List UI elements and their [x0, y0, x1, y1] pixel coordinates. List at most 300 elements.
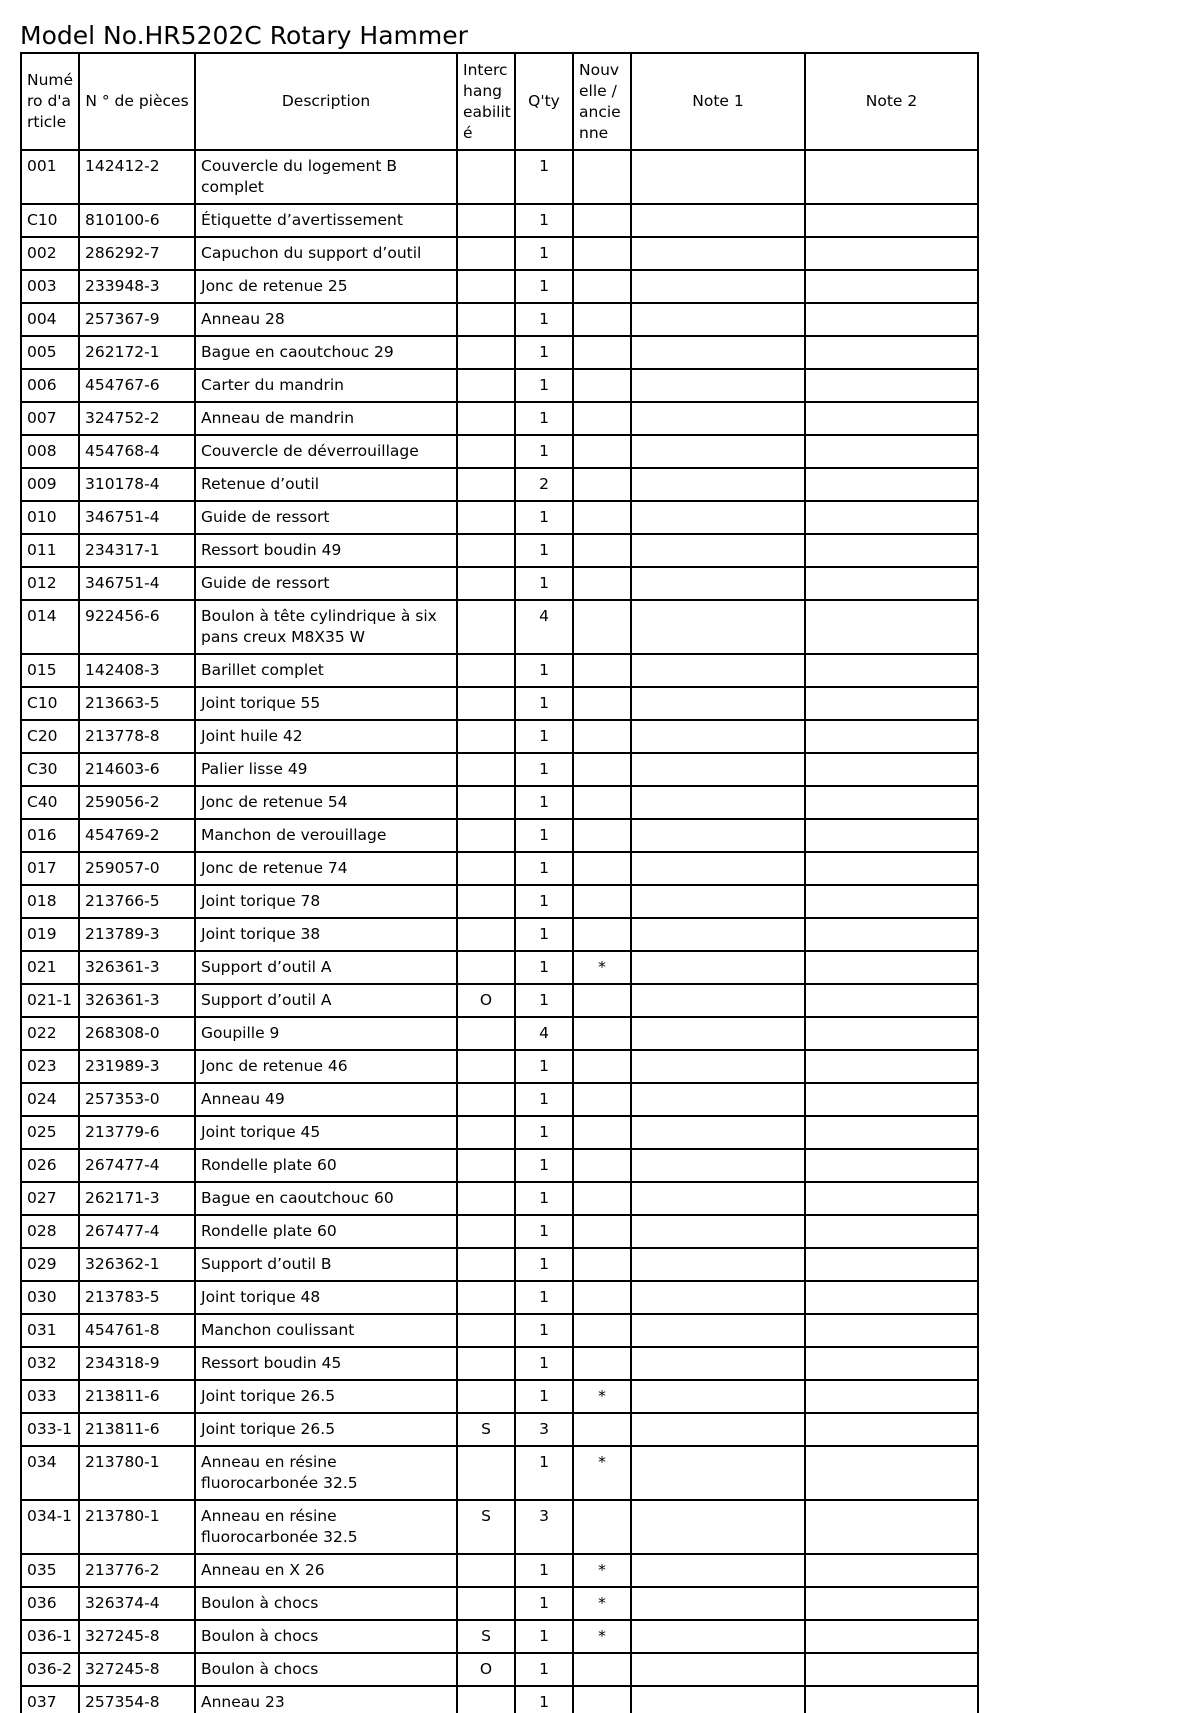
part-number-cell: 346751-4 [79, 501, 195, 534]
new-old-cell [573, 1248, 631, 1281]
quantity-cell: 1 [515, 1314, 573, 1347]
note-2-cell [805, 753, 978, 786]
table-row [21, 1182, 978, 1215]
item-number-cell: 002 [21, 237, 79, 270]
part-number-cell: 454769-2 [79, 819, 195, 852]
note-1-cell [631, 1050, 805, 1083]
table-row [21, 852, 978, 885]
part-number-cell: 327245-8 [79, 1620, 195, 1653]
description-cell: Rondelle plate 60 [195, 1149, 457, 1182]
part-number-cell: 326361-3 [79, 984, 195, 1017]
interchangeability-cell [457, 369, 515, 402]
new-old-cell: * [573, 1554, 631, 1587]
part-number-cell: 326362-1 [79, 1248, 195, 1281]
description-cell: Joint torique 38 [195, 918, 457, 951]
note-2-cell [805, 1215, 978, 1248]
table-row [21, 402, 978, 435]
note-1-cell [631, 1587, 805, 1620]
description-cell: Joint torique 26.5 [195, 1380, 457, 1413]
new-old-cell [573, 1050, 631, 1083]
table-row [21, 984, 978, 1017]
table-row [21, 336, 978, 369]
item-number-cell: 025 [21, 1116, 79, 1149]
note-2-cell [805, 1314, 978, 1347]
note-2-cell [805, 852, 978, 885]
note-1-cell [631, 303, 805, 336]
part-number-cell: 346751-4 [79, 567, 195, 600]
new-old-cell [573, 204, 631, 237]
item-number-cell: 003 [21, 270, 79, 303]
new-old-cell [573, 1314, 631, 1347]
header-part-number: N ° de pièces [79, 53, 195, 150]
note-2-cell [805, 1347, 978, 1380]
item-number-cell: 035 [21, 1554, 79, 1587]
note-2-cell [805, 567, 978, 600]
note-2-cell [805, 1554, 978, 1587]
part-number-cell: 259057-0 [79, 852, 195, 885]
note-2-cell [805, 1380, 978, 1413]
table-row [21, 303, 978, 336]
item-number-cell: 001 [21, 150, 79, 204]
part-number-cell: 326361-3 [79, 951, 195, 984]
note-1-cell [631, 720, 805, 753]
part-number-cell: 213780-1 [79, 1446, 195, 1500]
part-number-cell: 142408-3 [79, 654, 195, 687]
description-cell: Boulon à chocs [195, 1587, 457, 1620]
description-cell: Joint torique 45 [195, 1116, 457, 1149]
interchangeability-cell [457, 534, 515, 567]
table-row [21, 1149, 978, 1182]
table-row [21, 1281, 978, 1314]
note-2-cell [805, 435, 978, 468]
note-2-cell [805, 150, 978, 204]
quantity-cell: 4 [515, 1017, 573, 1050]
interchangeability-cell [457, 435, 515, 468]
header-item-number: Numé ro d'a rticle [21, 53, 79, 150]
item-number-cell: 014 [21, 600, 79, 654]
interchangeability-cell [457, 885, 515, 918]
table-row [21, 204, 978, 237]
table-row [21, 819, 978, 852]
table-row [21, 1314, 978, 1347]
interchangeability-cell: O [457, 984, 515, 1017]
quantity-cell: 1 [515, 918, 573, 951]
table-row [21, 501, 978, 534]
description-cell: Boulon à chocs [195, 1653, 457, 1686]
new-old-cell [573, 1686, 631, 1713]
note-1-cell [631, 1380, 805, 1413]
note-1-cell [631, 687, 805, 720]
interchangeability-cell [457, 1587, 515, 1620]
note-1-cell [631, 1347, 805, 1380]
table-row [21, 951, 978, 984]
new-old-cell [573, 918, 631, 951]
description-cell: Support d’outil A [195, 951, 457, 984]
item-number-cell: 011 [21, 534, 79, 567]
new-old-cell [573, 369, 631, 402]
part-number-cell: 257354-8 [79, 1686, 195, 1713]
part-number-cell: 234317-1 [79, 534, 195, 567]
note-1-cell [631, 270, 805, 303]
header-new-old: Nouv elle / ancie nne [573, 53, 631, 150]
new-old-cell: * [573, 951, 631, 984]
note-2-cell [805, 786, 978, 819]
new-old-cell [573, 786, 631, 819]
part-number-cell: 213663-5 [79, 687, 195, 720]
item-number-cell: 004 [21, 303, 79, 336]
table-row [21, 1554, 978, 1587]
interchangeability-cell [457, 687, 515, 720]
part-number-cell: 454768-4 [79, 435, 195, 468]
part-number-cell: 213811-6 [79, 1380, 195, 1413]
description-cell: Ressort boudin 45 [195, 1347, 457, 1380]
note-2-cell [805, 204, 978, 237]
item-number-cell: 027 [21, 1182, 79, 1215]
item-number-cell: 037 [21, 1686, 79, 1713]
part-number-cell: 454761-8 [79, 1314, 195, 1347]
description-cell: Anneau en X 26 [195, 1554, 457, 1587]
note-1-cell [631, 336, 805, 369]
table-row [21, 885, 978, 918]
note-1-cell [631, 501, 805, 534]
part-number-cell: 454767-6 [79, 369, 195, 402]
item-number-cell: 006 [21, 369, 79, 402]
new-old-cell [573, 435, 631, 468]
part-number-cell: 213780-1 [79, 1500, 195, 1554]
interchangeability-cell [457, 720, 515, 753]
table-row [21, 720, 978, 753]
new-old-cell [573, 468, 631, 501]
table-row [21, 1620, 978, 1653]
interchangeability-cell [457, 951, 515, 984]
description-cell: Manchon coulissant [195, 1314, 457, 1347]
interchangeability-cell [457, 654, 515, 687]
note-2-cell [805, 1500, 978, 1554]
item-number-cell: 033-1 [21, 1413, 79, 1446]
quantity-cell: 1 [515, 1653, 573, 1686]
description-cell: Couvercle de déverrouillage [195, 435, 457, 468]
table-row [21, 786, 978, 819]
note-1-cell [631, 468, 805, 501]
note-2-cell [805, 402, 978, 435]
part-number-cell: 326374-4 [79, 1587, 195, 1620]
table-row [21, 1017, 978, 1050]
header-description: Description [195, 53, 457, 150]
new-old-cell [573, 1215, 631, 1248]
item-number-cell: 017 [21, 852, 79, 885]
item-number-cell: 033 [21, 1380, 79, 1413]
quantity-cell: 1 [515, 1248, 573, 1281]
item-number-cell: 015 [21, 654, 79, 687]
table-row [21, 687, 978, 720]
new-old-cell [573, 150, 631, 204]
quantity-cell: 1 [515, 1620, 573, 1653]
item-number-cell: 034 [21, 1446, 79, 1500]
quantity-cell: 1 [515, 786, 573, 819]
note-1-cell [631, 237, 805, 270]
note-1-cell [631, 1446, 805, 1500]
note-1-cell [631, 600, 805, 654]
new-old-cell [573, 1017, 631, 1050]
note-1-cell [631, 1413, 805, 1446]
quantity-cell: 1 [515, 687, 573, 720]
part-number-cell: 213811-6 [79, 1413, 195, 1446]
quantity-cell: 1 [515, 885, 573, 918]
note-1-cell [631, 1149, 805, 1182]
note-2-cell [805, 1686, 978, 1713]
quantity-cell: 1 [515, 501, 573, 534]
note-2-cell [805, 885, 978, 918]
interchangeability-cell [457, 1050, 515, 1083]
item-number-cell: C10 [21, 687, 79, 720]
table-row [21, 753, 978, 786]
table-row [21, 1380, 978, 1413]
item-number-cell: 029 [21, 1248, 79, 1281]
new-old-cell [573, 852, 631, 885]
quantity-cell: 1 [515, 237, 573, 270]
part-number-cell: 310178-4 [79, 468, 195, 501]
table-row [21, 1050, 978, 1083]
new-old-cell [573, 753, 631, 786]
note-2-cell [805, 600, 978, 654]
header-row [21, 53, 978, 150]
description-cell: Étiquette d’avertissement [195, 204, 457, 237]
note-2-cell [805, 303, 978, 336]
note-2-cell [805, 720, 978, 753]
interchangeability-cell [457, 753, 515, 786]
note-1-cell [631, 786, 805, 819]
part-number-cell: 214603-6 [79, 753, 195, 786]
item-number-cell: 016 [21, 819, 79, 852]
interchangeability-cell [457, 1149, 515, 1182]
description-cell: Jonc de retenue 54 [195, 786, 457, 819]
item-number-cell: 010 [21, 501, 79, 534]
new-old-cell [573, 654, 631, 687]
note-2-cell [805, 468, 978, 501]
new-old-cell [573, 1149, 631, 1182]
description-cell: Barillet complet [195, 654, 457, 687]
description-cell: Anneau 49 [195, 1083, 457, 1116]
note-1-cell [631, 1182, 805, 1215]
new-old-cell [573, 402, 631, 435]
header-note-2: Note 2 [805, 53, 978, 150]
interchangeability-cell [457, 1554, 515, 1587]
note-1-cell [631, 1116, 805, 1149]
note-1-cell [631, 1620, 805, 1653]
item-number-cell: 012 [21, 567, 79, 600]
new-old-cell [573, 600, 631, 654]
description-cell: Capuchon du support d’outil [195, 237, 457, 270]
part-number-cell: 142412-2 [79, 150, 195, 204]
header-quantity: Q'ty [515, 53, 573, 150]
description-cell: Support d’outil B [195, 1248, 457, 1281]
part-number-cell: 268308-0 [79, 1017, 195, 1050]
note-2-cell [805, 1281, 978, 1314]
new-old-cell [573, 270, 631, 303]
interchangeability-cell [457, 204, 515, 237]
quantity-cell: 1 [515, 753, 573, 786]
table-row [21, 600, 978, 654]
note-2-cell [805, 1413, 978, 1446]
note-1-cell [631, 984, 805, 1017]
note-2-cell [805, 1116, 978, 1149]
note-2-cell [805, 1248, 978, 1281]
table-row [21, 567, 978, 600]
item-number-cell: C40 [21, 786, 79, 819]
quantity-cell: 1 [515, 567, 573, 600]
interchangeability-cell [457, 1116, 515, 1149]
item-number-cell: 024 [21, 1083, 79, 1116]
note-2-cell [805, 336, 978, 369]
note-1-cell [631, 951, 805, 984]
interchangeability-cell: S [457, 1500, 515, 1554]
quantity-cell: 1 [515, 270, 573, 303]
new-old-cell: * [573, 1446, 631, 1500]
interchangeability-cell [457, 1017, 515, 1050]
new-old-cell [573, 336, 631, 369]
note-1-cell [631, 435, 805, 468]
quantity-cell: 1 [515, 402, 573, 435]
part-number-cell: 213789-3 [79, 918, 195, 951]
part-number-cell: 213783-5 [79, 1281, 195, 1314]
quantity-cell: 3 [515, 1413, 573, 1446]
table-row [21, 1347, 978, 1380]
description-cell: Couvercle du logement B complet [195, 150, 457, 204]
quantity-cell: 1 [515, 336, 573, 369]
note-2-cell [805, 501, 978, 534]
description-cell: Rondelle plate 60 [195, 1215, 457, 1248]
description-cell: Bague en caoutchouc 60 [195, 1182, 457, 1215]
item-number-cell: 008 [21, 435, 79, 468]
table-row [21, 1215, 978, 1248]
note-2-cell [805, 1083, 978, 1116]
item-number-cell: 009 [21, 468, 79, 501]
description-cell: Anneau en résine fluorocarbonée 32.5 [195, 1446, 457, 1500]
quantity-cell: 1 [515, 1182, 573, 1215]
part-number-cell: 327245-8 [79, 1653, 195, 1686]
description-cell: Guide de ressort [195, 567, 457, 600]
note-1-cell [631, 1281, 805, 1314]
note-1-cell [631, 1083, 805, 1116]
note-1-cell [631, 204, 805, 237]
note-1-cell [631, 753, 805, 786]
item-number-cell: 005 [21, 336, 79, 369]
note-2-cell [805, 1182, 978, 1215]
interchangeability-cell [457, 1686, 515, 1713]
quantity-cell: 1 [515, 1116, 573, 1149]
description-cell: Boulon à chocs [195, 1620, 457, 1653]
quantity-cell: 1 [515, 150, 573, 204]
note-1-cell [631, 1500, 805, 1554]
quantity-cell: 1 [515, 1587, 573, 1620]
part-number-cell: 257353-0 [79, 1083, 195, 1116]
header-note-1: Note 1 [631, 53, 805, 150]
interchangeability-cell [457, 402, 515, 435]
note-2-cell [805, 951, 978, 984]
note-2-cell [805, 237, 978, 270]
table-row [21, 150, 978, 204]
new-old-cell [573, 1116, 631, 1149]
table-row [21, 1083, 978, 1116]
parts-table [20, 52, 979, 1713]
part-number-cell: 234318-9 [79, 1347, 195, 1380]
new-old-cell [573, 1653, 631, 1686]
quantity-cell: 1 [515, 435, 573, 468]
note-1-cell [631, 1248, 805, 1281]
new-old-cell [573, 720, 631, 753]
new-old-cell [573, 567, 631, 600]
item-number-cell: 019 [21, 918, 79, 951]
description-cell: Jonc de retenue 25 [195, 270, 457, 303]
note-1-cell [631, 885, 805, 918]
item-number-cell: 007 [21, 402, 79, 435]
description-cell: Guide de ressort [195, 501, 457, 534]
new-old-cell: * [573, 1587, 631, 1620]
interchangeability-cell [457, 1083, 515, 1116]
interchangeability-cell: S [457, 1620, 515, 1653]
note-1-cell [631, 1215, 805, 1248]
part-number-cell: 259056-2 [79, 786, 195, 819]
quantity-cell: 1 [515, 720, 573, 753]
item-number-cell: 022 [21, 1017, 79, 1050]
interchangeability-cell [457, 600, 515, 654]
quantity-cell: 2 [515, 468, 573, 501]
quantity-cell: 1 [515, 654, 573, 687]
note-2-cell [805, 918, 978, 951]
quantity-cell: 1 [515, 204, 573, 237]
note-2-cell [805, 1620, 978, 1653]
part-number-cell: 231989-3 [79, 1050, 195, 1083]
table-row [21, 918, 978, 951]
interchangeability-cell [457, 468, 515, 501]
part-number-cell: 213776-2 [79, 1554, 195, 1587]
interchangeability-cell [457, 1347, 515, 1380]
item-number-cell: 032 [21, 1347, 79, 1380]
note-2-cell [805, 1050, 978, 1083]
item-number-cell: 036-1 [21, 1620, 79, 1653]
part-number-cell: 324752-2 [79, 402, 195, 435]
item-number-cell: 026 [21, 1149, 79, 1182]
description-cell: Joint torique 55 [195, 687, 457, 720]
header-interchangeability: Interc hang eabilit é [457, 53, 515, 150]
interchangeability-cell [457, 237, 515, 270]
part-number-cell: 233948-3 [79, 270, 195, 303]
new-old-cell [573, 303, 631, 336]
note-2-cell [805, 534, 978, 567]
quantity-cell: 1 [515, 369, 573, 402]
interchangeability-cell [457, 1248, 515, 1281]
quantity-cell: 1 [515, 1347, 573, 1380]
note-1-cell [631, 534, 805, 567]
new-old-cell [573, 819, 631, 852]
table-row [21, 1653, 978, 1686]
item-number-cell: 023 [21, 1050, 79, 1083]
part-number-cell: 257367-9 [79, 303, 195, 336]
note-1-cell [631, 402, 805, 435]
part-number-cell: 213778-8 [79, 720, 195, 753]
new-old-cell [573, 534, 631, 567]
description-cell: Retenue d’outil [195, 468, 457, 501]
description-cell: Anneau 23 [195, 1686, 457, 1713]
new-old-cell [573, 501, 631, 534]
table-row [21, 468, 978, 501]
new-old-cell [573, 687, 631, 720]
table-row [21, 369, 978, 402]
description-cell: Support d’outil A [195, 984, 457, 1017]
new-old-cell [573, 1182, 631, 1215]
item-number-cell: C30 [21, 753, 79, 786]
interchangeability-cell [457, 150, 515, 204]
